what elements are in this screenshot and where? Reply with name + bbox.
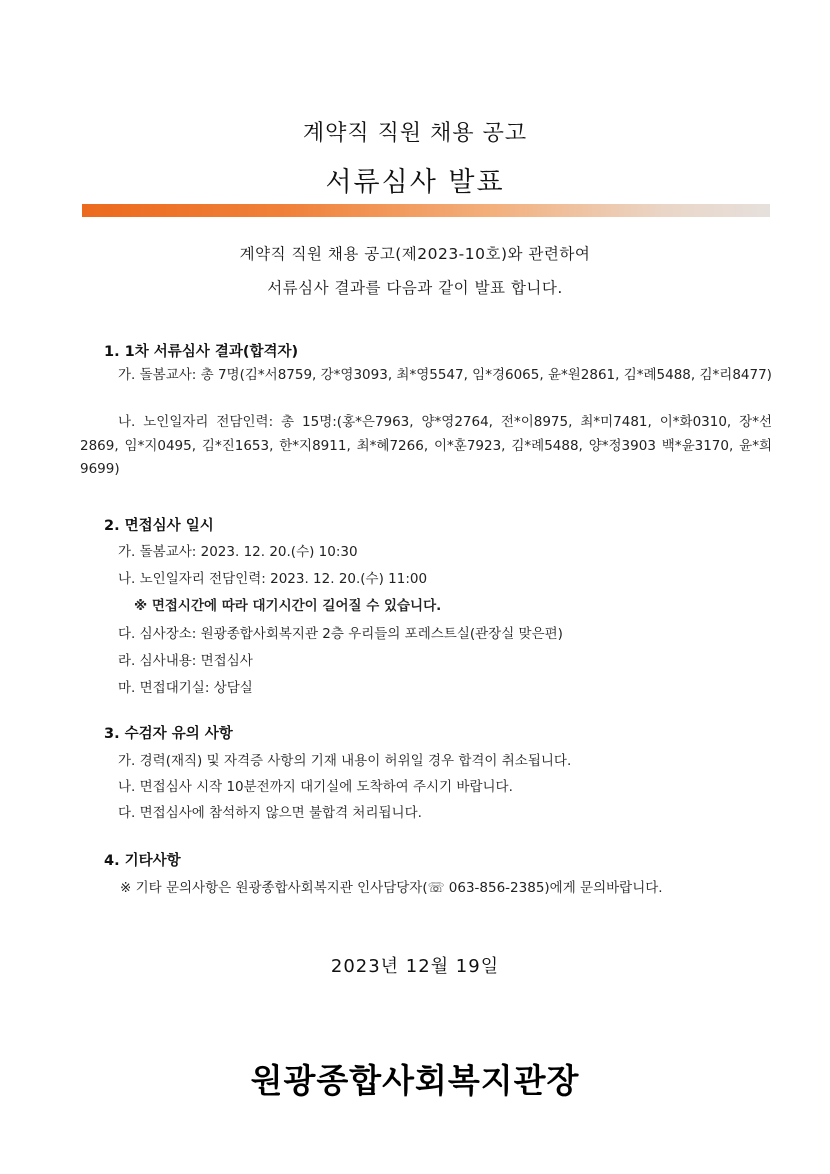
section-2-item-b: 나. 노인일자리 전담인력: 2023. 12. 20.(수) 11:00 bbox=[118, 571, 428, 587]
section-2-heading: 2. 면접심사 일시 bbox=[104, 518, 214, 534]
intro-line-1: 계약직 직원 채용 공고(제2023-10호)와 관련하여 bbox=[239, 245, 591, 263]
section-3-heading: 3. 수검자 유의 사항 bbox=[104, 726, 233, 742]
notice-subtitle: 서류심사 발표 bbox=[325, 167, 505, 198]
section-4-note: ※ 기타 문의사항은 원광종합사회복지관 인사담당자(☏ 063-856-2385)에게 문의바랍니다. bbox=[120, 880, 663, 896]
notice-title: 계약직 직원 채용 공고 bbox=[302, 121, 528, 146]
section-1-item-b-text: 나. 노인일자리 전담인력: 총 15명:(홍*은7963, 양*영2764, 전*이8975, 최*미7481, 이*화0310, 장*선2869, 임*지0495, 김*진1653, 한*지8911, 최*혜7266, 이*훈7923, 김*례5488, 양*정3903 백*윤3170, 윤*희9699) bbox=[80, 414, 772, 477]
section-1-item-a-text: 가. 돌봄교사: 총 7명(김*서8759, 강*영3093, 최*영5547, 임*경6065, 윤*원2861, 김*례5488, 김*리8477) bbox=[118, 367, 772, 383]
section-3-item-b: 나. 면접심사 시작 10분전까지 대기실에 도착하여 주시기 바랍니다. bbox=[118, 779, 513, 795]
intro-line-2: 서류심사 결과를 다음과 같이 발표 합니다. bbox=[267, 279, 563, 297]
section-3-item-a: 가. 경력(재직) 및 자격증 사항의 기재 내용이 허위일 경우 합격이 취소됩니다. bbox=[118, 753, 572, 769]
section-1-heading: 1. 1차 서류심사 결과(합격자) bbox=[104, 344, 299, 360]
section-1-item-b bbox=[80, 411, 772, 482]
section-3-item-c: 다. 면접심사에 참석하지 않으면 불합격 처리됩니다. bbox=[118, 805, 422, 821]
section-2-item-e: 마. 면접대기실: 상담실 bbox=[118, 680, 253, 696]
section-2-note: ※ 면접시간에 따라 대기시간이 길어질 수 있습니다. bbox=[134, 598, 442, 614]
issuer-signature: 원광종합사회복지관장 bbox=[250, 1061, 580, 1100]
section-2-item-c: 다. 심사장소: 원광종합사회복지관 2층 우리들의 포레스트실(관장실 맞은편) bbox=[118, 626, 563, 642]
section-1-item-a bbox=[80, 364, 772, 388]
section-4-heading: 4. 기타사항 bbox=[104, 853, 181, 869]
section-2-item-d: 라. 심사내용: 면접심사 bbox=[118, 653, 253, 669]
section-2-item-a: 가. 돌봄교사: 2023. 12. 20.(수) 10:30 bbox=[118, 544, 358, 560]
announcement-date: 2023년 12월 19일 bbox=[330, 956, 500, 977]
title-divider-bar bbox=[82, 204, 770, 217]
